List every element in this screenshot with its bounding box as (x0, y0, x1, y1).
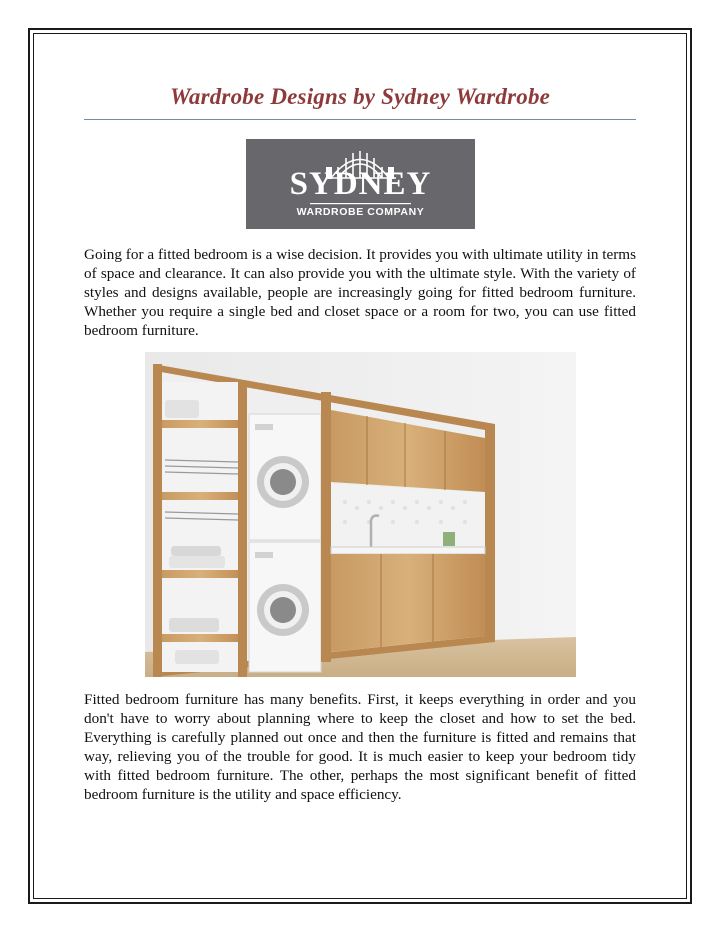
company-logo (246, 139, 475, 229)
intro-paragraph: Going for a fitted bedroom is a wise decision. It provides you with ultimate utility in terms of space and clearance. It can also provide you with the ultimate style. With the variety of styles and designs available, people are increasingly going for fitted bedroom furniture. Whether you require a single bed and closet space or a room for two, you can use fitted bedroom furniture. (84, 246, 636, 340)
fitted-wardrobe-photo (145, 352, 576, 677)
logo-tagline: WARDROBE COMPANY (296, 206, 425, 218)
benefits-paragraph: Fitted bedroom furniture has many benefits. First, it keeps everything in order and you don't have to worry about planning where to keep the closet and how to set the bed. Everything is carefully planned out once and then the furniture is fitted and remains that way, relieving you of the trouble for good. It is much easier to keep your bedroom tidy with fitted bedroom furniture. The other, perhaps the most significant benefit of fitted bedroom furniture is the utility and space efficiency. (84, 691, 636, 804)
title-underline (84, 119, 636, 120)
logo-name: SYDNEY (289, 166, 432, 202)
document-title: Wardrobe Designs by Sydney Wardrobe (169, 84, 551, 109)
